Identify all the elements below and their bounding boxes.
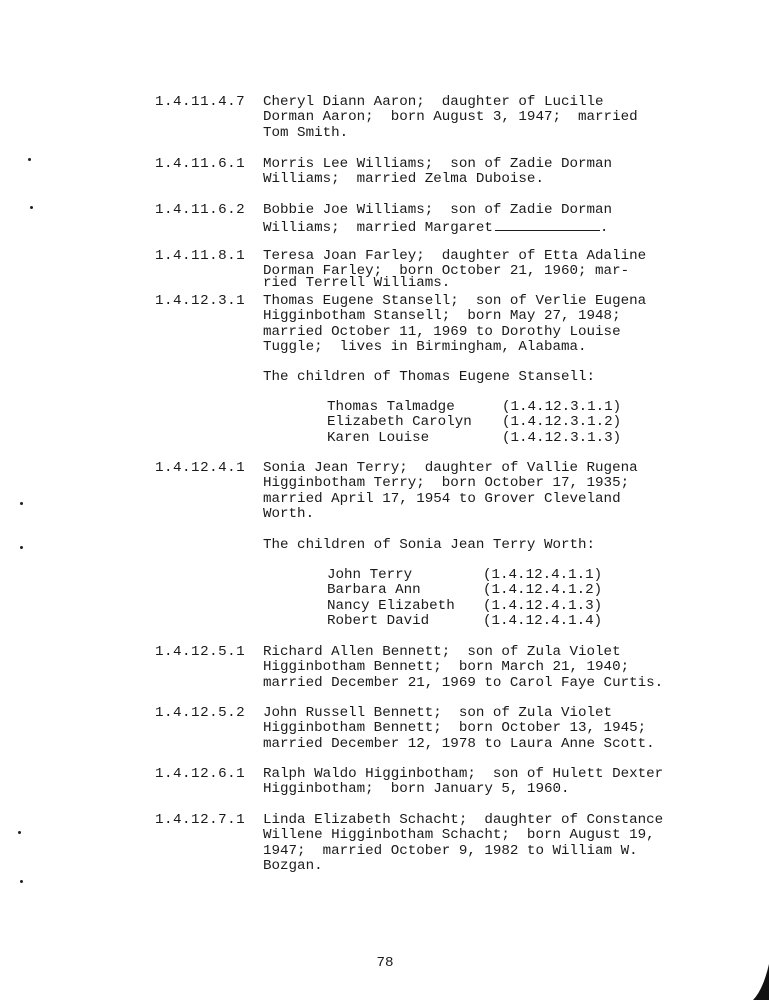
entry-line-tail: . (599, 220, 609, 237)
entry-line: Higginbotham; born January 5, 1960. (263, 781, 570, 798)
entry-line: married December 21, 1969 to Carol Faye Curtis. (263, 674, 664, 691)
child-name: Barbara Ann (327, 582, 421, 599)
child-code: (1.4.12.3.1.3) (502, 429, 622, 446)
entry-line: Richard Allen Bennett; son of Zula Violet (263, 644, 621, 660)
entry-line: Linda Elizabeth Schacht; daughter of Constance (263, 812, 664, 828)
entry-line: Dorman Aaron; born August 3, 1947; married (263, 109, 638, 126)
child-name: Karen Louise (327, 429, 430, 446)
entry-line: married December 12, 1978 to Laura Anne Scott. (263, 735, 655, 752)
entry-line: Higginbotham Bennett; born March 21, 1940; (263, 659, 630, 676)
entry-line: Higginbotham Stansell; born May 27, 1948; (263, 308, 621, 325)
entry-line: Bozgan. (263, 858, 323, 875)
scan-speck (28, 158, 31, 161)
entry-text (263, 249, 713, 291)
entry-line-with-blank (263, 218, 713, 237)
list-item (327, 399, 622, 415)
entry-number: 1.4.12.4.1 (155, 460, 246, 476)
entry-text (263, 767, 713, 798)
entry-line: Williams; married Margaret (263, 220, 493, 237)
entry-text (263, 294, 713, 356)
scan-speck (30, 206, 33, 209)
entry-text (263, 461, 713, 523)
entry-line: Bobbie Joe Williams; son of Zadie Dorman (263, 202, 613, 218)
entry-number: 1.4.12.3.1 (155, 293, 246, 309)
scan-speck (20, 502, 23, 505)
entry-number: 1.4.12.5.2 (155, 705, 246, 721)
entry-line: Teresa Joan Farley; daughter of Etta Adaline (263, 248, 647, 264)
child-name: Thomas Talmadge (327, 399, 455, 415)
entry-line: Cheryl Diann Aaron; daughter of Lucille (263, 94, 604, 110)
child-name: John Terry (327, 567, 413, 583)
list-item (327, 597, 603, 614)
entry-line: Tuggle; lives in Birmingham, Alabama. (263, 339, 587, 356)
entry-line: married April 17, 1954 to Grover Cleveland (263, 490, 621, 507)
child-code: (1.4.12.4.1.1) (483, 567, 603, 583)
list-item (327, 429, 622, 446)
entry-line: Sonia Jean Terry; daughter of Vallie Rugena (263, 460, 638, 476)
entry-text (263, 706, 713, 752)
entry-line: Dorman Farley; born October 21, 1960; mar- (263, 263, 630, 280)
page-corner-mark (749, 964, 769, 1000)
list-item (327, 567, 603, 583)
child-name: Elizabeth Carolyn (327, 414, 472, 431)
entry-line: Willene Higginbotham Schacht; born August 19, (263, 827, 655, 844)
list-item (327, 613, 603, 630)
entry-number: 1.4.11.6.1 (155, 156, 246, 172)
entry-number: 1.4.12.6.1 (155, 766, 246, 782)
page-number: 78 (376, 955, 394, 971)
entry-text (263, 645, 713, 691)
entry-number: 1.4.11.4.7 (155, 94, 246, 110)
child-code: (1.4.12.4.1.2) (483, 582, 603, 599)
entry-line: ried Terrell Williams. (263, 274, 451, 291)
scan-speck (20, 880, 23, 883)
child-code: (1.4.12.4.1.4) (483, 613, 603, 630)
entry-line: Higginbotham Bennett; born October 13, 1945; (263, 720, 647, 737)
scan-speck (20, 546, 23, 549)
child-name: Nancy Elizabeth (327, 597, 455, 614)
entry-number: 1.4.11.8.1 (155, 248, 246, 264)
children-intro: The children of Sonia Jean Terry Worth: (263, 537, 596, 553)
child-name: Robert David (327, 613, 430, 630)
entry-line: Tom Smith. (263, 124, 349, 141)
blank-underline (495, 218, 600, 231)
child-code: (1.4.12.3.1.2) (502, 414, 622, 431)
entry-number: 1.4.11.6.2 (155, 202, 246, 218)
list-item (327, 414, 622, 431)
entry-line: 1947; married October 9, 1982 to William W. (263, 842, 638, 859)
entry-line: Morris Lee Williams; son of Zadie Dorman (263, 156, 613, 172)
child-code: (1.4.12.3.1.1) (502, 399, 622, 415)
entry-text (263, 202, 713, 237)
child-code: (1.4.12.4.1.3) (483, 597, 603, 614)
entry-text (263, 157, 713, 188)
entry-text (263, 813, 713, 875)
entry-line: Williams; married Zelma Duboise. (263, 171, 544, 188)
entry-number: 1.4.12.7.1 (155, 812, 246, 828)
entry-line: Thomas Eugene Stansell; son of Verlie Eugena (263, 293, 647, 309)
entry-line: John Russell Bennett; son of Zula Violet (263, 705, 613, 721)
entry-number: 1.4.12.5.1 (155, 644, 246, 660)
list-item (327, 582, 603, 599)
children-list (327, 567, 603, 630)
scan-speck (18, 831, 21, 834)
children-intro: The children of Thomas Eugene Stansell: (263, 369, 596, 385)
children-list (327, 399, 622, 446)
entry-line: married October 11, 1969 to Dorothy Louise (263, 323, 621, 340)
entry-line: Ralph Waldo Higginbotham; son of Hulett Dexter (263, 766, 664, 782)
entry-line: Worth. (263, 506, 315, 523)
entry-line: Higginbotham Terry; born October 17, 1935; (263, 475, 630, 492)
entry-text (263, 95, 713, 141)
